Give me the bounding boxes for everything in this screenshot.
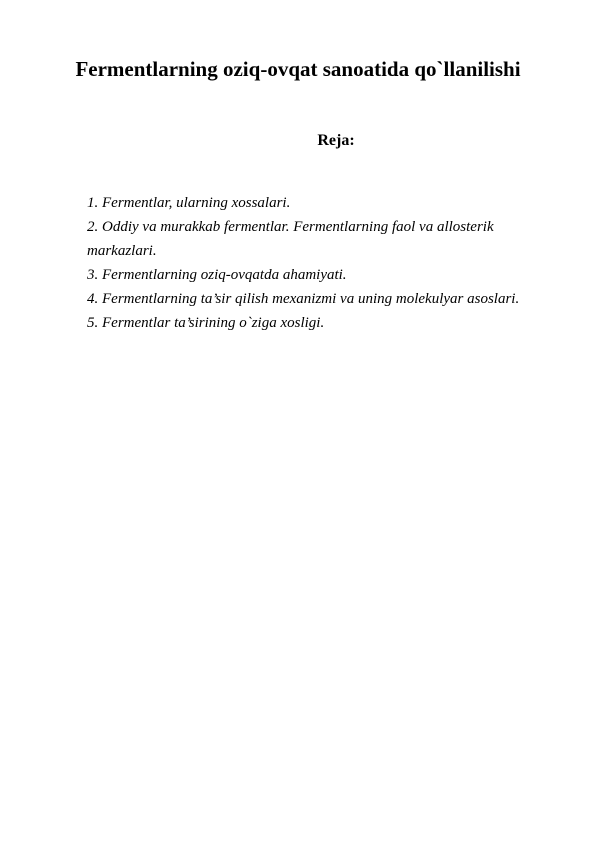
plan-item-2: 2. Oddiy va murakkab fermentlar. Fermentlarning faol va allosterik markazlari. [87,219,494,259]
plan-item-5: 5. Fermentlar ta’sirining o`ziga xosligi. [87,315,325,331]
plan-list [87,191,557,335]
plan-item-3: 3. Fermentlarning oziq-ovqatda ahamiyati. [87,267,347,283]
plan-item-4: 4. Fermentlarning ta’sir qilish mexanizmi va uning molekulyar asoslari. [87,291,520,307]
plan-item-1: 1. Fermentlar, ularning xossalari. [87,195,291,211]
document-title: Fermentlarning oziq-ovqat sanoatida qo`llanilishi [75,57,521,81]
plan-heading: Reja: [317,132,355,149]
